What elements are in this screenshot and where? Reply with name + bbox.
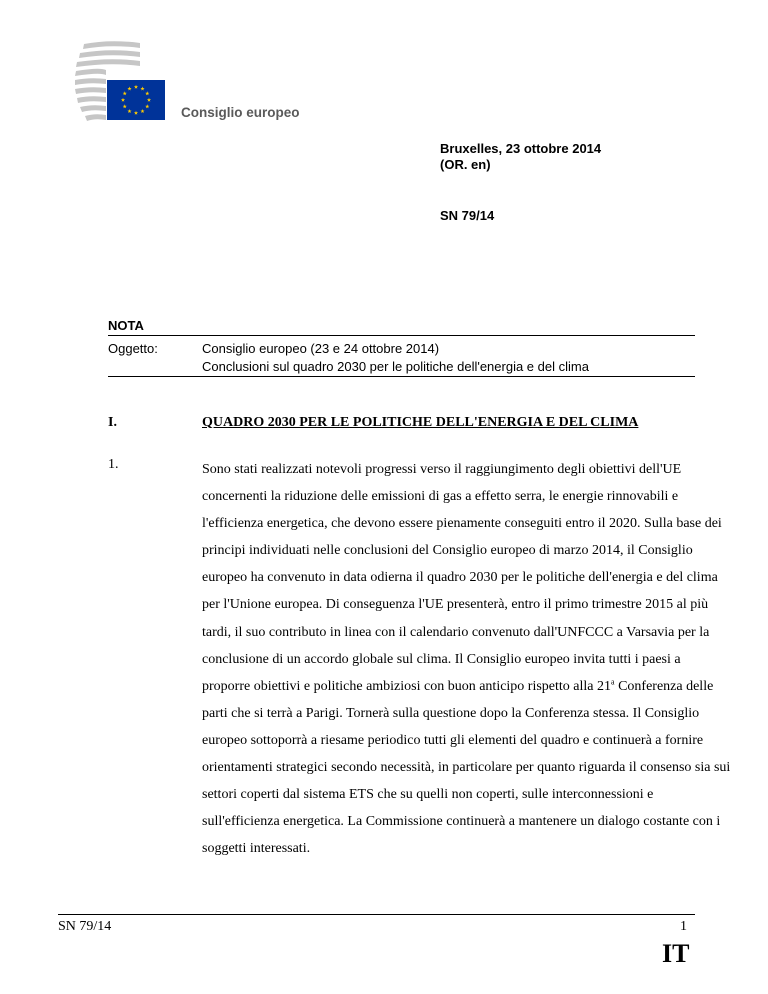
logo-band <box>80 105 106 112</box>
page-number: 1 <box>680 919 687 934</box>
note-type-label: NOTA <box>108 318 144 333</box>
paragraph-line: orientamenti strategici secondo necessità, in particolare per quanto riguarda il consenso sia sui <box>202 760 731 776</box>
footer-rule <box>58 914 695 915</box>
paragraph-line: europeo sottoporrà a riesame periodico tutti gli elementi del quadro e continuerà a fornire <box>202 732 704 748</box>
footer-document-reference: SN 79/14 <box>58 919 112 934</box>
logo-band <box>83 41 140 49</box>
paragraph-line: parti che si terrà a Parigi. Tornerà sulla questione dopo la Conferenza stessa. Il Consiglio <box>202 705 700 721</box>
section-title: QUADRO 2030 PER LE POLITICHE DELL'ENERGIA E DEL CLIMA <box>202 415 639 430</box>
ordinal-superscript: a <box>611 677 615 687</box>
paragraph-line: europeo ha convenuto in data odierna il quadro 2030 per le politiche dell'energia e del clima <box>202 570 718 586</box>
paragraph-line: sull'efficienza energetica. La Commissione continuerà a mantenere un dialogo costante con i <box>202 814 721 830</box>
paragraph-line: conclusione di un accordo globale sul clima. Il Consiglio europeo invita tutti i paesi a <box>202 651 681 667</box>
subject-line-2: Conclusioni sul quadro 2030 per le politiche dell'energia e del clima <box>202 359 589 374</box>
paragraph-line: l'efficienza energetica, che devono essere pienamente conseguiti entro il 2020. Sulla base dei <box>202 516 722 532</box>
paragraph-line: Sono stati realizzati notevoli progressi verso il raggiungimento degli obiettivi dell'UE <box>202 462 682 477</box>
original-language: (OR. en) <box>440 157 491 172</box>
logo-band <box>75 78 106 85</box>
paragraph-line-text: proporre obiettivi e politiche ambiziosi con buon anticipo rispetto alla 21 <box>202 678 612 694</box>
paragraph-line <box>202 673 714 700</box>
subject-bottom-rule <box>108 376 695 377</box>
logo-band <box>75 87 106 94</box>
paragraph-line-tail: Conferenza delle <box>614 678 714 694</box>
subject-line-1: Consiglio europeo (23 e 24 ottobre 2014) <box>202 341 440 356</box>
subject-label: Oggetto: <box>108 341 158 356</box>
paragraph-body <box>202 456 731 862</box>
logo-band <box>79 50 140 58</box>
paragraph-line: soggetti interessati. <box>202 841 311 857</box>
logo-band <box>85 114 106 121</box>
paragraph-line: principi individuati nelle conclusioni del Consiglio europeo di marzo 2014, il Consiglio <box>202 543 693 559</box>
paragraph-line: tardi, il suo contributo in linea con il calendario convenuto dall'UNFCCC a Varsavia per la <box>202 624 710 640</box>
place-date: Bruxelles, 23 ottobre 2014 <box>440 141 602 156</box>
language-code: IT <box>662 939 690 968</box>
paragraph-line: concernenti la riduzione delle emissioni di gas a effetto serra, le energie rinnovabili e <box>202 489 679 505</box>
paragraph-line: settori coperti dal sistema ETS che su quelli non coperti, sulle interconnessioni e <box>202 787 654 803</box>
eu-council-emblem-icon <box>70 38 180 123</box>
section-number: I. <box>108 415 117 430</box>
logo-band <box>77 96 106 103</box>
council-logo <box>70 38 180 123</box>
council-name: Consiglio europeo <box>181 105 300 120</box>
logo-band <box>76 59 140 67</box>
paragraph-number: 1. <box>108 457 119 472</box>
document-reference: SN 79/14 <box>440 208 495 223</box>
logo-band <box>75 69 106 76</box>
subject-top-rule <box>108 335 695 336</box>
paragraph-line: per l'Unione europea. Di conseguenza l'UE presenterà, entro il primo trimestre 2015 al più <box>202 597 709 613</box>
